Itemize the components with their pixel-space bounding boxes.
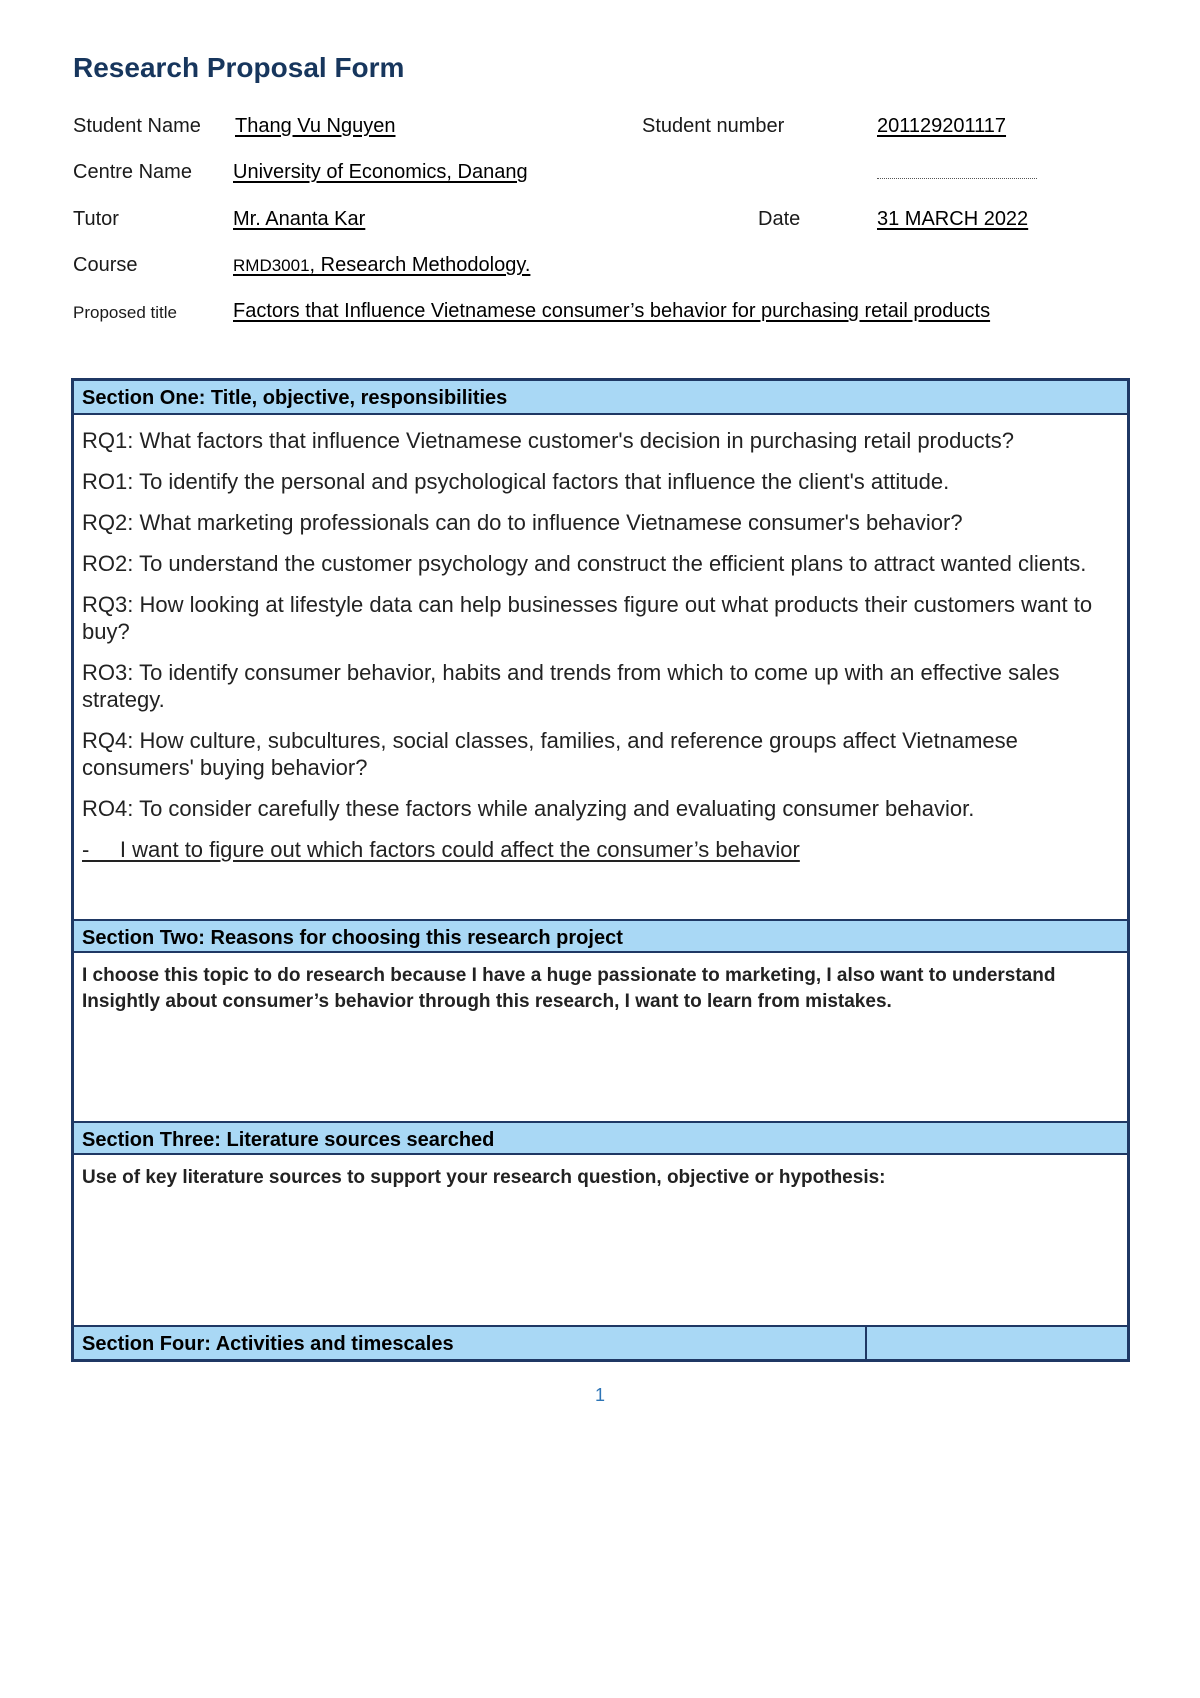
list-item: RQ3: How looking at lifestyle data can help businesses figure out what products their customers want to buy? [82, 592, 1093, 644]
section-two-body: I choose this topic to do research because I have a huge passionate to marketing, I also want to understand Insightly about consumer’s behavior through this research, I want to learn from mistakes. [82, 965, 1056, 1012]
tutor-value: Mr. Ananta Kar [233, 208, 366, 230]
list-item: RQ1: What factors that influence Vietnamese customer's decision in purchasing retail products? [82, 428, 1014, 453]
list-item: RQ2: What marketing professionals can do to influence Vietnamese consumer's behavior? [82, 510, 963, 535]
list-item: - I want to figure out which factors could affect the consumer’s behavior [82, 837, 800, 862]
student-number-label: Student number [642, 115, 785, 137]
student-number-value: 201129201117 [877, 115, 1007, 137]
centre-name-value: University of Economics, Danang [233, 161, 528, 183]
section-one-body [74, 415, 1127, 919]
date-value: 31 MARCH 2022 [877, 208, 1029, 230]
list-item: RQ4: How culture, subcultures, social classes, families, and reference groups affect Vietnamese consumers' buying behavior? [82, 728, 1018, 780]
page-title: Research Proposal Form [73, 52, 405, 83]
tutor-label: Tutor [73, 208, 119, 230]
student-name-value: Thang Vu Nguyen [235, 115, 396, 137]
date-label: Date [758, 208, 801, 230]
section-four-empty-cell [867, 1327, 1127, 1359]
list-item: RO3: To identify consumer behavior, habits and trends from which to come up with an effective sales strategy. [82, 660, 1060, 712]
section-two-heading: Section Two: Reasons for choosing this research project [74, 919, 1127, 953]
proposed-title-label: Proposed title [73, 303, 177, 322]
blank-line [877, 168, 1037, 179]
list-item: RO2: To understand the customer psychology and construct the efficient plans to attract wanted clients. [82, 551, 1087, 576]
course-name: , Research Methodology. [309, 254, 531, 276]
list-item: RO1: To identify the personal and psychological factors that influence the client's attitude. [82, 469, 950, 494]
proposed-title-value: Factors that Influence Vietnamese consumer’s behavior for purchasing retail products [233, 300, 991, 322]
course-label: Course [73, 254, 138, 276]
course-code: RMD3001 [233, 256, 310, 275]
section-three-heading: Section Three: Literature sources searched [74, 1121, 1127, 1155]
section-three-body: Use of key literature sources to support your research question, objective or hypothesis: [82, 1167, 886, 1188]
list-item: RO4: To consider carefully these factors while analyzing and evaluating consumer behavior. [82, 796, 975, 821]
proposal-form-table [71, 378, 1130, 1362]
section-four-heading: Section Four: Activities and timescales [74, 1327, 867, 1359]
page-number: 1 [594, 1385, 605, 1405]
centre-name-label: Centre Name [73, 161, 192, 183]
course-value [233, 254, 530, 277]
section-one-heading: Section One: Title, objective, responsibilities [74, 381, 1127, 415]
section-four-row [74, 1325, 1127, 1359]
student-name-label: Student Name [73, 115, 201, 137]
